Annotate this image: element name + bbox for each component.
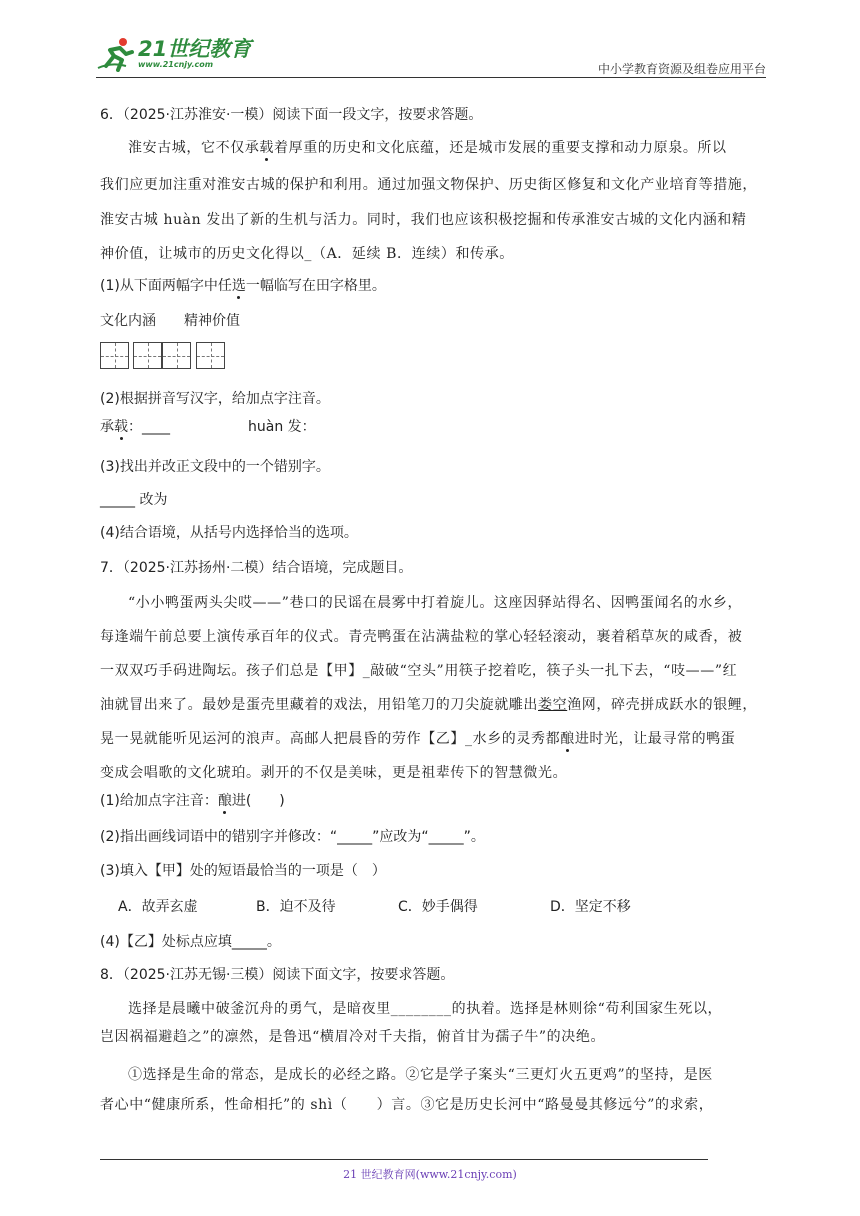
q7-title: 7．（2025·江苏扬州·二模）结合语境，完成题目。 [100,560,413,576]
q7-sub1-a: (1)给加点字注音： [100,793,218,809]
q7-passage-line-5 [100,728,735,748]
q7-p5-c: 进时光，让最寻常的鸭蛋 [574,731,736,747]
q6-passage-line-3: 淮安古城 huàn 发出了新的生机与活力。同时，我们也应该积极挖掘和传承淮安古城的文化内涵和精 [100,212,747,228]
q6-s2-blank: ：____ [128,419,170,435]
q7-passage-line-1: “小小鸭蛋两头尖哎——”巷口的民谣在晨雾中打着旋儿。这座因驿站得名、因鸭蛋闻名的水乡， [128,595,743,611]
q6-p1-part-c: 着厚重的历史和文化底蕴，还是城市发展的重要支撑和动力原泉。所以 [274,140,727,156]
q6-title: 6．（2025·江苏淮安·一模）阅读下面一段文字，按要求答题。 [100,107,483,123]
q6-sub3: (3)找出并改正文段中的一个错别字。 [100,459,330,475]
q7-sub1 [100,790,285,810]
logo-url: www.21cnjy.com [138,60,214,69]
grid-cell[interactable] [100,342,129,369]
q8-title: 8．（2025·江苏无锡·三模）阅读下面文字，按要求答题。 [100,967,455,983]
q6-s2-char-cheng: 承 [100,419,114,435]
q7-option-b[interactable]: B．迫不及待 [256,899,336,915]
q7-passage-line-3: 一双双巧手码进陶坛。孩子们总是【甲】_敲破“空头”用筷子挖着吃，筷子头一扎下去，“吱——”红 [100,663,738,679]
q8-passage-line-1: 选择是晨曦中破釜沉舟的勇气，是暗夜里________的执着。选择是林则徐“苟利国家生死以， [128,1001,723,1017]
header-divider [96,77,766,78]
q6-sub2-answer-b: huàn 发： [248,419,316,435]
q6-sub2: (2)根据拼音写汉字，给加点字注音。 [100,391,330,407]
q7-underlined-word: 娄空 [538,697,568,713]
q6-sub1-a: (1)从下面两幅字中任 [100,278,232,294]
q7-option-c[interactable]: C．妙手偶得 [398,899,478,915]
q8-passage-line-3: ①选择是生命的常态，是成长的必经之路。②它是学子案头“三更灯火五更鸡”的坚持，是医 [128,1067,713,1083]
q7-passage-line-2: 每逢端午前总要上演传承百年的仪式。青壳鸭蛋在沾满盐粒的掌心轻轻滚动，裹着稻草灰的咸香，被 [100,629,743,645]
tianzige-grid [100,342,225,369]
grid-cell[interactable] [162,342,191,369]
q7-sub1-dotted-niang: 酿 [217,793,232,809]
page-header [96,30,766,80]
q7-passage-line-4 [100,694,757,714]
q6-sub1-c: 一幅临写在田字格里。 [245,278,386,294]
q7-sub2: (2)指出画线词语中的错别字并修改：“_____”应改为“_____”。 [100,829,485,845]
q7-p4-c: 渔网，碎壳拼成跃水的银鲤， [567,697,758,713]
platform-name: 中小学教育资源及组卷应用平台 [597,62,766,76]
q6-passage-line-2: 我们应更加注重对淮安古城的保护和利用。通过加强文物保护、历史街区修复和文化产业培育等措施， [100,177,757,193]
q6-s2-dotted-zai: 载 [114,419,128,435]
q7-sub1-c: 进( ) [231,793,285,809]
q6-dotted-char-xuan: 选 [231,278,246,294]
q6-sub4: (4)结合语境，从括号内选择恰当的选项。 [100,525,358,541]
site-logo [96,36,251,72]
q6-sub3-blank: _____ 改为 [100,492,168,508]
q7-p5-a: 晃一晃就能听见运河的浪声。高邮人把晨昏的劳作【乙】_水乡的灵秀都 [100,731,561,747]
q7-passage-line-6: 变成会唱歌的文化琥珀。剥开的不仅是美味，更是祖辈传下的智慧微光。 [100,765,568,781]
q7-option-d[interactable]: D．坚定不移 [550,899,631,915]
q6-words: 文化内涵 精神价值 [100,313,240,329]
q6-dotted-char-zai: 载 [259,140,275,156]
q6-sub2-answer-a [100,416,170,436]
q6-sub1 [100,275,386,295]
grid-cell[interactable] [196,342,225,369]
footer-divider [100,1159,708,1160]
q7-p4-a: 油就冒出来了。最妙是蛋壳里藏着的戏法，用铅笔刀的刀尖旋就雕出 [100,697,538,713]
grid-cell[interactable] [133,342,162,369]
q7-option-a[interactable]: A．故弄玄虚 [118,899,198,915]
logo-title: 21世纪教育 [138,37,252,61]
q7-sub4: (4)【乙】处标点应填_____。 [100,934,281,950]
q7-dotted-char-niang: 酿 [560,731,575,747]
q8-passage-line-2: 岂因祸福避趋之”的凛然，是鲁迅“横眉冷对千夫指，俯首甘为孺子牛”的决绝。 [100,1029,606,1045]
runner-logo-icon [96,36,136,72]
q6-passage-line-1 [128,137,727,157]
q6-p1-part-a: 淮安古城，它不仅承 [128,140,260,156]
footer-text: 21 世纪教育网(www.21cnjy.com) [343,1168,517,1181]
q8-passage-line-4: 者心中“健康所系，性命相托”的 shì（ ）言。③它是历史长河中“路曼曼其修远兮”的求索， [100,1097,714,1113]
q7-sub3: (3)填入【甲】处的短语最恰当的一项是（ ） [100,863,386,879]
q6-passage-line-4: 神价值，让城市的历史文化得以_（A．延续 B．连续）和传承。 [100,246,514,262]
